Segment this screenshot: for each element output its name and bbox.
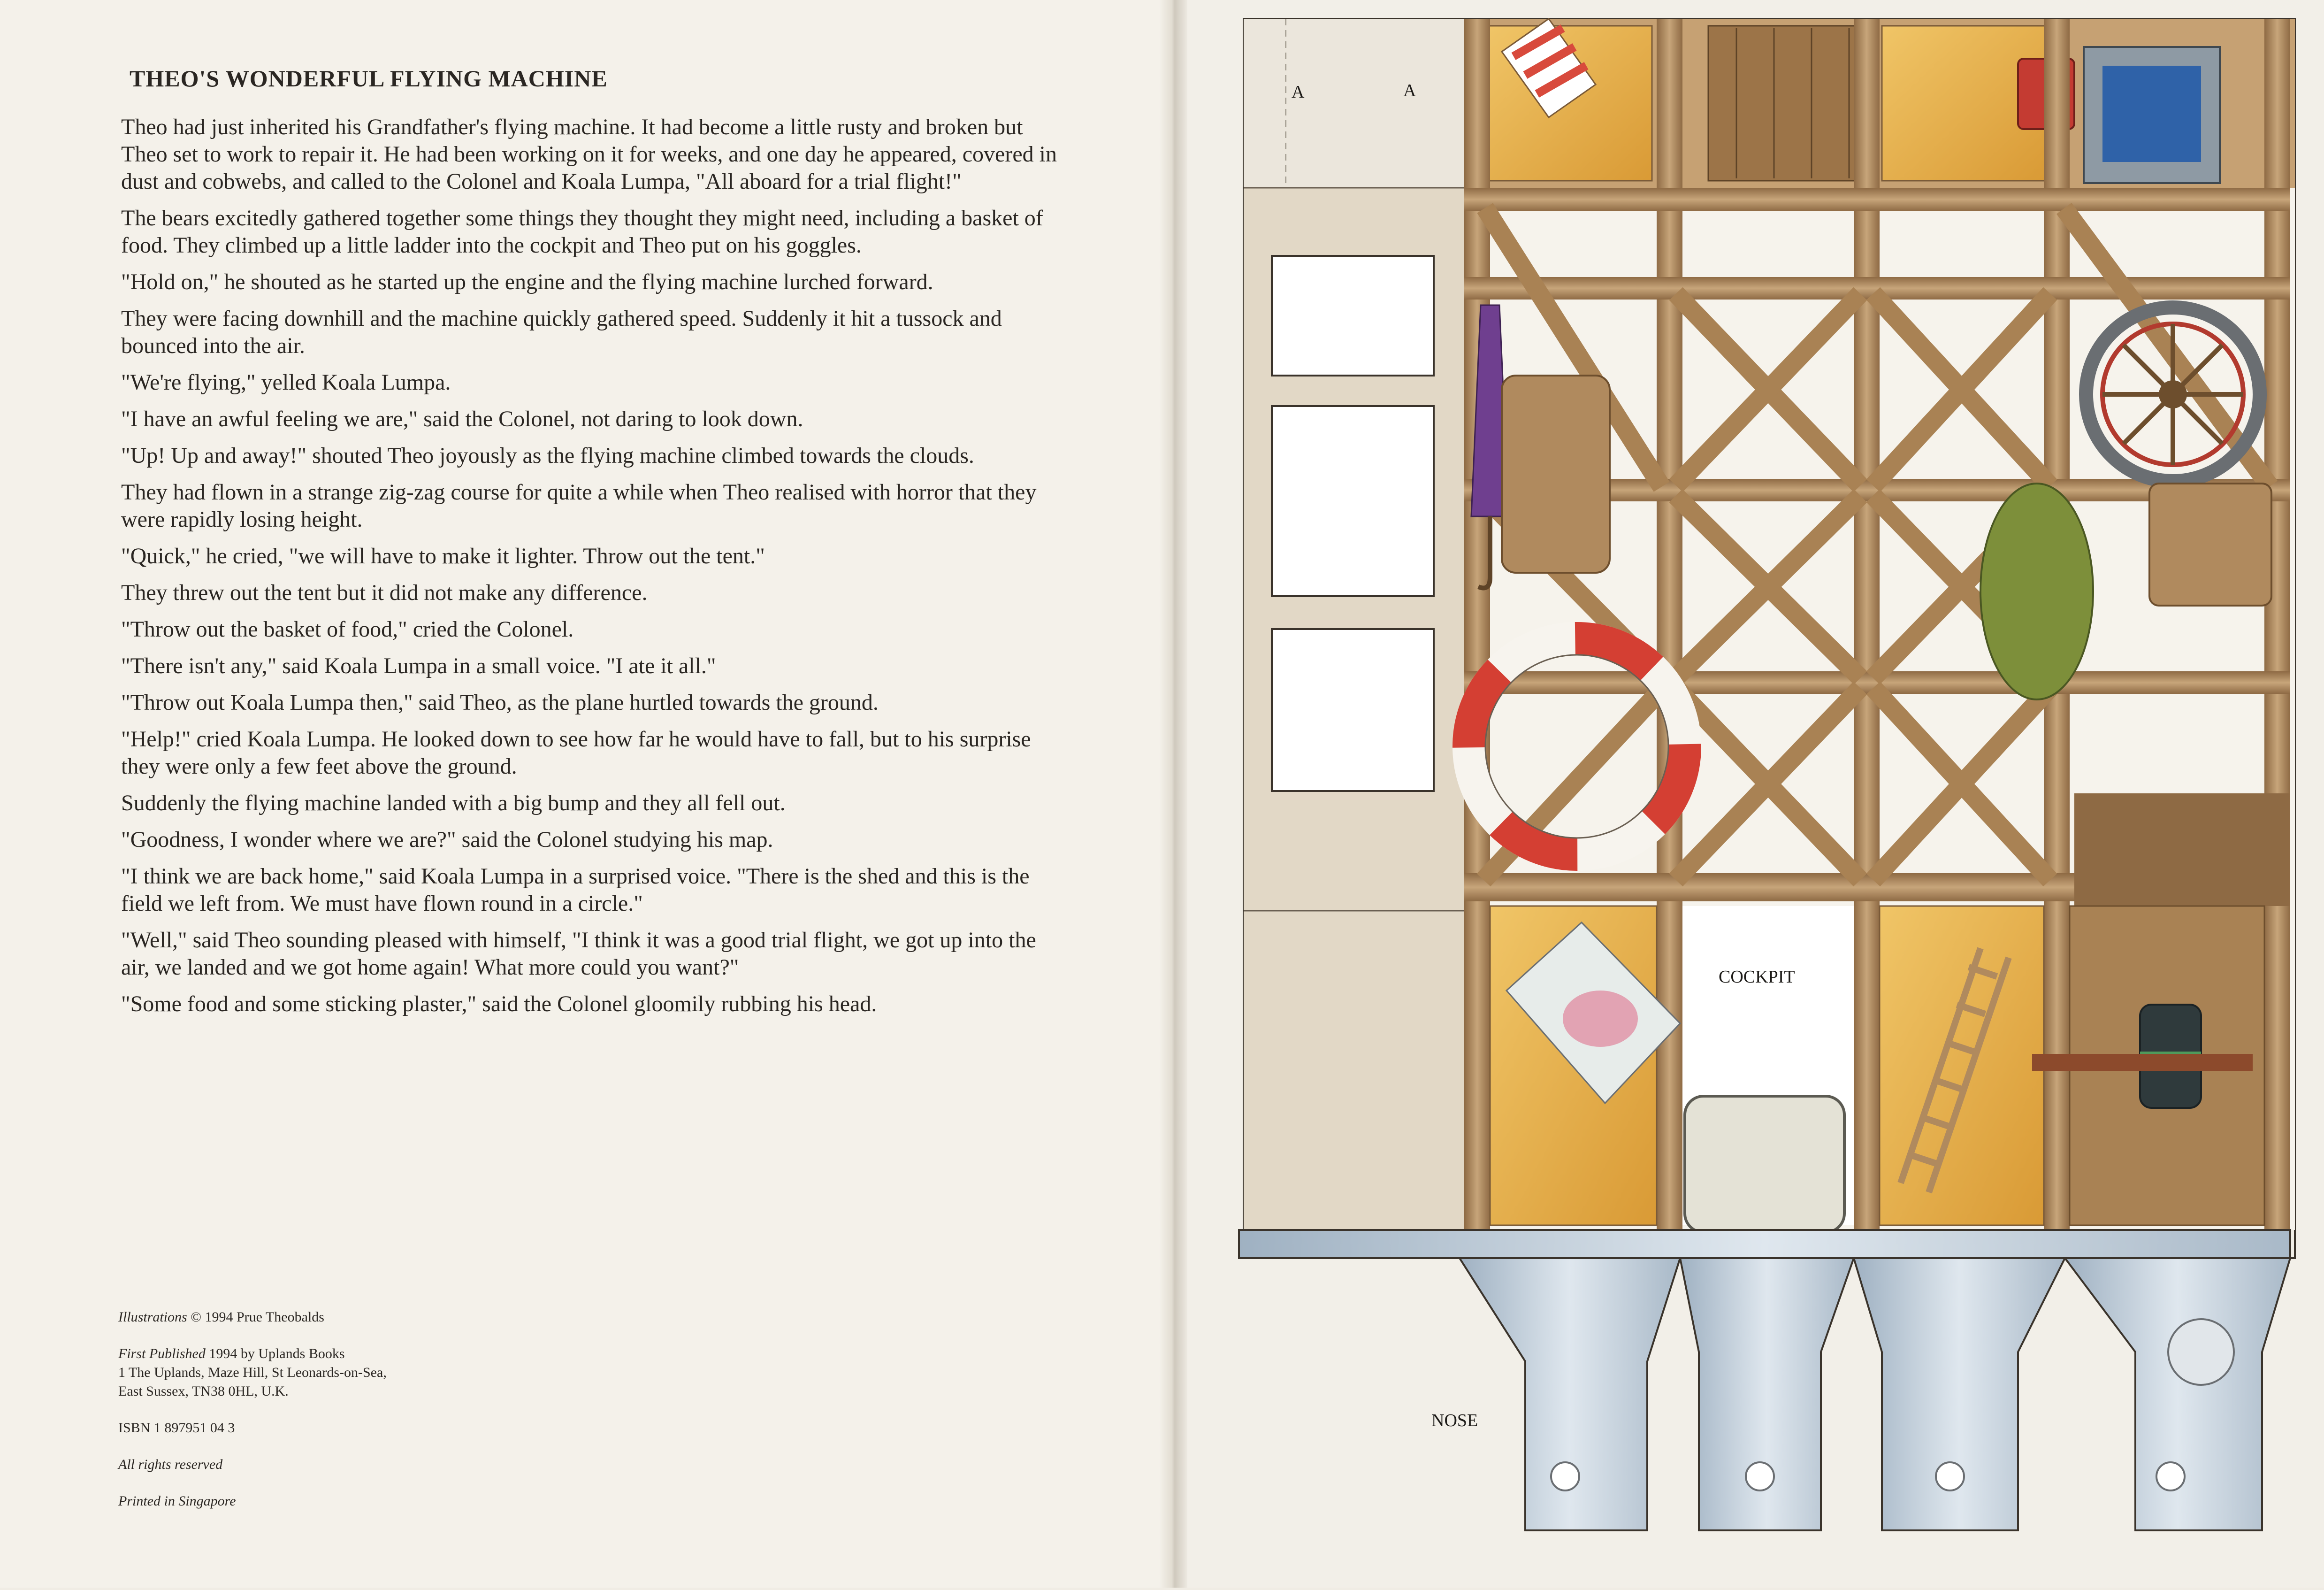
illustrations-credit <box>118 1308 387 1327</box>
story-title: THEO'S WONDERFUL FLYING MACHINE <box>130 65 608 92</box>
printed-in: Printed in Singapore <box>118 1493 236 1509</box>
porthole-icon <box>2168 1319 2234 1385</box>
imprint <box>118 1308 387 1529</box>
wood-floor-panel <box>2074 793 2290 906</box>
label-nose: NOSE <box>1431 1411 1478 1430</box>
story-paragraph: "Help!" cried Koala Lumpa. He looked down to see how far he would have to fall, but to his surprise they were only a few feet above the ground. <box>121 727 1031 779</box>
story-paragraph: "We're flying," yelled Koala Lumpa. <box>121 370 451 395</box>
story-paragraph: They threw out the tent but it did not make any difference. <box>121 580 648 605</box>
first-published-text: 1994 by Uplands Books <box>209 1346 345 1361</box>
illustrations-label: Illustrations <box>118 1309 187 1325</box>
window-cutout <box>1272 256 1434 376</box>
first-published-label: First Published <box>118 1346 206 1361</box>
wood-rail <box>1464 188 2290 211</box>
story-text <box>121 65 1060 1027</box>
story-paragraph: "Some food and some sticking plaster," said the Colonel gloomily rubbing his head. <box>121 991 877 1016</box>
wooden-crate <box>1708 26 1873 181</box>
basket-icon <box>2149 484 2271 606</box>
green-sack-icon <box>1980 484 2093 699</box>
illustrations-credit-text: © 1994 Prue Theobalds <box>191 1309 324 1325</box>
story-paragraph: "Up! Up and away!" shouted Theo joyously as the flying machine climbed towards the clouds. <box>121 443 974 468</box>
metal-strip <box>1239 1230 2290 1258</box>
right-page <box>1187 0 2324 1588</box>
story-paragraph: Suddenly the flying machine landed with a big bump and they all fell out. <box>121 791 786 815</box>
story-paragraph: "Throw out Koala Lumpa then," said Theo, as the plane hurtled towards the ground. <box>121 690 879 715</box>
label-cockpit: COCKPIT <box>1719 967 1795 987</box>
story-paragraph: "Throw out the basket of food," cried the Colonel. <box>121 617 574 642</box>
story-paragraph: "I have an awful feeling we are," said the Colonel, not daring to look down. <box>121 407 803 431</box>
story-paragraph: They had flown in a strange zig-zag course for quite a while when Theo realised with horror that they were rapidly losing height. <box>121 480 1037 532</box>
publisher-info <box>118 1344 387 1401</box>
address-line: 1 The Uplands, Maze Hill, St Leonards-on-Sea, <box>118 1365 387 1380</box>
window-cutout <box>1272 629 1434 791</box>
story-paragraph: The bears excitedly gathered together some things they thought they might need, including a basket of food. They climbed up a little ladder into the cockpit and Theo put on his goggles. <box>121 206 1043 258</box>
flying-machine-cutout <box>1187 0 2324 1588</box>
label-a-left: A <box>1292 82 1305 102</box>
story-paragraph: "Hold on," he shouted as he started up the engine and the flying machine lurched forward. <box>121 269 933 294</box>
blue-panel <box>2102 66 2201 162</box>
label-a-right: A <box>1403 81 1416 100</box>
basket-icon <box>1502 376 1610 573</box>
story-paragraph: "I think we are back home," said Koala Lumpa in a surprised voice. "There is the shed and this is the field we left from. We must have flown round in a circle." <box>121 864 1030 916</box>
story-paragraph: "There isn't any," said Koala Lumpa in a small voice. "I ate it all." <box>121 653 716 678</box>
story-paragraph: They were facing downhill and the machine quickly gathered speed. Suddenly it hit a tussock and bounced into the air. <box>121 306 1002 358</box>
book-gutter <box>1159 0 1187 1588</box>
story-paragraph: "Well," said Theo sounding pleased with himself, "I think it was a good trial flight, we got up into the air, we landed and we got home again! What more could you want?" <box>121 928 1036 980</box>
wheel-icon <box>2086 307 2260 481</box>
story-paragraph: "Goodness, I wonder where we are?" said the Colonel studying his map. <box>121 827 773 852</box>
pilot-seat-icon <box>1685 1096 1844 1232</box>
address-line: East Sussex, TN38 0HL, U.K. <box>118 1383 289 1399</box>
top-tab <box>1244 19 1464 188</box>
window-cutout <box>1272 406 1434 596</box>
story-paragraph: "Quick," he cried, "we will have to make it lighter. Throw out the tent." <box>121 544 765 568</box>
rights-statement: All rights reserved <box>118 1457 223 1472</box>
story-paragraph: Theo had just inherited his Grandfather's flying machine. It had become a little rusty and broken but Theo set to work to repair it. He had been working on it for weeks, and one day he appeared, covered in dust and cobwebs, and called to the Colonel and Koala Lumpa, "All aboard for a trial flight!" <box>121 115 1057 194</box>
isbn: ISBN 1 897951 04 3 <box>118 1420 235 1436</box>
